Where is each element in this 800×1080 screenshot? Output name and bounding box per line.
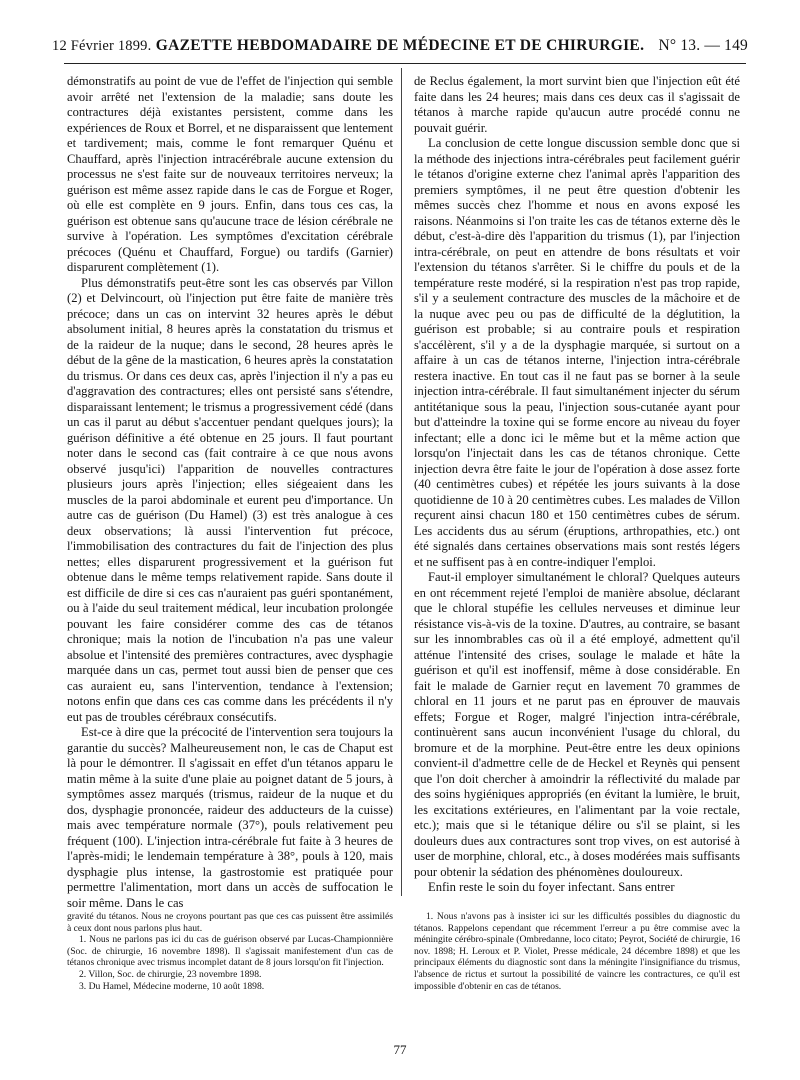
paragraph: Faut-il employer simultanément le chloral? Quelques auteurs en ont récemment rejeté l'emploi de manière absolue, déclarant que le chloral stupéfie les cellules nerveuses et diminue leur résistance vis-à-vis de la toxine. D'autres, au contraire, se basant sur les innombrables cas où il a été employé, admettent qu'il atténue l'intensité des crises, soulage le malade et hâte la guérison et qu'il est inoffensif, même à dose considérable. En fait le malade de Garnier reçut en lavement 70 grammes de chloral en 11 jours et ne parut pas en éprouver de mauvais effets; Forgue et Roger, malgré l'injection intra-cérébrale, continuèrent sans aucun inconvénient l'usage du chloral, du bromure et de la morphine. Peut-être entre les deux opinions convient-il d'admettre celle de de Heckel et Reynès qui pensent que l'on doit chercher à amoindrir la réflectivité du malade par des soins hygiéniques appropriés (en évitant la lumière, le bruit, les excitations extérieures, en l'alimentant par la voie rectale, etc.); mais que si le tétanique délire ou s'il se plaint, si les douleurs dues aux contractures sont trop vives, on est autorisé à user de morphine, chloral, etc., à doses modérées mais suffisants pour obtenir la sédation des phénomènes douloureux. <box>414 570 740 879</box>
footnote: 1. Nous n'avons pas à insister ici sur les difficultés possibles du diagnostic du tétanos. Rappelons cependant que récemment l'erreur a pu être commise avec la méningite cérébro-spinale (Ombredanne, loco citato; Peyrot, Société de chirurgie, 16 nov. 1898; H. Leroux et P. Violet, Presse médicale, 24 décembre 1898) et que les principaux éléments du diagnostic sont dans la méningite l'insignifiance du trismus, l'absence de rictus et surtout la possibilité de vaincre les contractures, ce qu'il est impossible d'obtenir en cas de tétanos. <box>414 911 740 992</box>
header-rule <box>64 63 746 64</box>
header-date: 12 Février 1899. <box>52 38 152 54</box>
footnote: gravité du tétanos. Nous ne croyons pourtant pas que ces cas puissent être assimilés à ceux dont nous parlons plus haut. <box>67 911 393 934</box>
paragraph: Est-ce à dire que la précocité de l'intervention sera toujours la garantie du succès? Malheureusement non, le cas de Chaput est là pour le démontrer. Il s'agissait en effet d'un tétanos apparu le matin même à la suite d'une plaie au poignet datant de 5 jours, à symptômes assez marqués (trismus, raideur de la nuque et du dos, dysphagie prononcée, raideur des adducteurs de la cuisse) mais avec température normale (37°), pouls relativement peu fréquent (100). L'injection intra-cérébrale fut faite à 3 heures de l'après-midi; le lendemain température à 38°, pouls à 120, mais dysphagie plus intense, la gastrostomie est pratiquée pour permettre l'alimentation, mort dans un accès de suffocation le soir même. Dans le cas <box>67 725 393 910</box>
footnote: 3. Du Hamel, Médecine moderne, 10 août 1898. <box>79 980 265 992</box>
right-column <box>414 74 740 896</box>
paragraph: démonstratifs au point de vue de l'effet de l'injection qui semble avoir arrêté net l'extension de la maladie; sans doute les contractures déjà existantes persistent, comme dans les expériences de Roux et Borrel, et ne disparaissent que lentement et tardivement; mais, comme le font remarquer Quénu et Chauffard, après l'injection intracérébrale aucune extension du processus ne s'est faite sur de nouveaux territoires nerveux; la guérison est même assez rapide dans le cas de Forgue et Roger, où elle est complète en 9 jours. Enfin, dans tous ces cas, la guérison est obtenue sans qu'aucune trace de lésion cérébrale ne survive à l'opération. Les symptômes d'excitation cérébrale précoces (Quénu et Chauffard, Forgue) ou tardifs (Garnier) disparurent complètement (1). <box>67 74 393 274</box>
footnotes-left <box>67 911 393 992</box>
paragraph: La conclusion de cette longue discussion semble donc que si la méthode des injections intra-cérébrales peut facilement guérir le tétanos d'origine externe chez l'animal après l'apparition des premiers symptômes, il ne peut être question d'obtenir les mêmes succès chez l'homme et nous en avons exposé les raisons. Néanmoins si l'on traite les cas de tétanos externe dès le début, c'est-à-dire dès l'apparition du trismus (1), par l'injection intra-cérébrale, on peut en attendre de bons résultats et voir l'extension du tétanos s'arrêter. Si le chiffre du pouls et de la température reste modéré, si la respiration n'est pas trop rapide, s'il y a seulement contracture des muscles de la mâchoire et de la nuque avec peu ou pas de difficulté de la déglutition, la guérison est probable; si au contraire pouls et respiration s'accélèrent, s'il y a de la dysphagie marquée, si surtout on a affaire à un cas de tétanos interne, l'injection intra-cérébrale restera inactive. En tout cas il ne faut pas se borner à la seule injection intra-cérébrale. Il faut simultanément injecter du sérum antitétanique sous la peau, l'injection sous-cutanée ayant pour but d'atteindre la toxine qui se forme encore au niveau du foyer infectant; elle a donc ici le même but et la même action que lorsqu'on l'injectait dans les cas de tétanos chronique. Cette injection devra être faite le jour de l'opération à dose assez forte (40 centimètres cubes) et répétée les jours suivants à la dose quotidienne de 10 à 20 centimètres cubes. Les malades de Villon reçurent ainsi chacun 180 et 150 centimètres cubes de sérum. Les accidents dus au sérum (éruptions, arthropathies, etc.) ont été signalés dans certaines observations mais sont restés légers et ne suffisent pas à en contre-indiquer l'emploi. <box>414 136 741 569</box>
page-number: 77 <box>393 1042 407 1057</box>
left-column <box>67 74 393 911</box>
header-issue-page: N° 13. — 149 <box>658 37 748 54</box>
header-journal-title: GAZETTE HEBDOMADAIRE DE MÉDECINE ET DE CHIRURGIE. <box>155 37 645 54</box>
column-divider <box>401 68 402 896</box>
paragraph: Plus démonstratifs peut-être sont les cas observés par Villon (2) et Delvincourt, où l'injection put être faite de manière très précoce; dans un cas on intervint 32 heures après le début absolument initial, 8 heures après la constatation du trismus et de la raideur de la nuque; dans le second, 28 heures après le début de la gêne de la mastication, 6 heures après la constatation du trismus. Or dans ces deux cas, après l'injection il n'y a pas eu d'aggravation des contractures; elles ont persisté sans s'étendre, disparaissant lentement; le trismus a progressivement cédé (dans un cas il parut au début s'accentuer pendant quelques jours); la guérison définitive a été obtenue en 25 jours. Il faut pourtant noter dans le second cas (fait contraire à ce que nous avons observé jusqu'ici) l'apparition de nouvelles contractures plusieurs jours après l'injection; elles siégeaient dans les muscles de la paroi abdominale et eurent peu d'importance. Un autre cas de guérison (Du Hamel) (3) est très analogue à ces deux observations; là aussi l'intervention fut précoce, l'immobilisation des contractures du fait de l'injection des plus nettes; elles disparurent progressivement et la guérison fut obtenue dans le même temps relativement rapide. Sans doute il est difficile de dire si ces cas n'auraient pas guéri spontanément, ou à l'aide du seul traitement médical, leur incubation prolongée pouvant les faire considérer comme des cas de tétanos chronique; mais la notion de l'incubation n'a pas une valeur absolue et l'intensité des premières contractures, avec dysphagie marquée dans un cas, permet tout aussi bien de penser que ces cas auraient eu, sans l'intervention, tendance à l'extension; notons enfin que dans ces cas comme dans les précédents il n'y eut pas de troubles cérébraux consécutifs. <box>67 275 393 724</box>
footnote: 1. Nous ne parlons pas ici du cas de guérison observé par Lucas-Championnière (Soc. de chirurgie, 16 novembre 1898). Il s'agissait manifestement d'un cas de tétanos chronique avec trismus incomplet datant de 8 jours lorsqu'on fit l'injection. <box>67 934 393 969</box>
running-header <box>52 34 748 58</box>
paragraph: de Reclus également, la mort survint bien que l'injection eût été faite dans les 24 heures; mais dans ces deux cas il s'agissait de tétanos à marche rapide qu'aucun autre procédé connu ne pouvait guérir. <box>414 74 740 135</box>
footnotes-right <box>414 911 740 992</box>
footnote: 2. Villon, Soc. de chirurgie, 23 novembre 1898. <box>79 968 262 980</box>
paragraph: Enfin reste le soin du foyer infectant. Sans entrer <box>428 880 675 894</box>
